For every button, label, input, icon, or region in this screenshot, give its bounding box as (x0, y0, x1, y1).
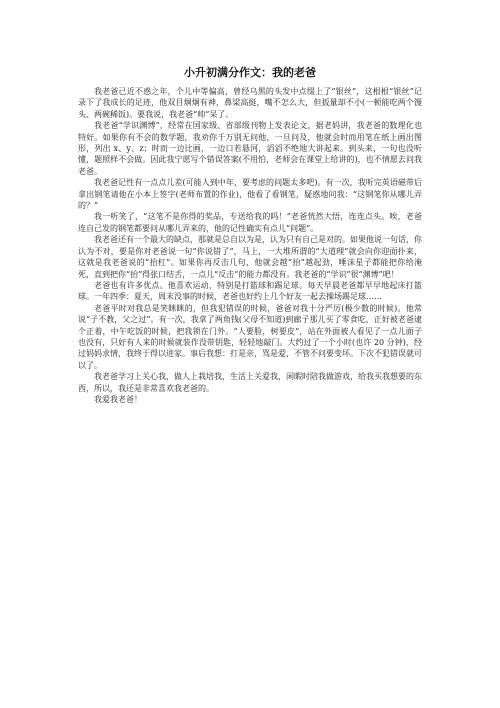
paragraph: 我老爸学习上关心我，做人上栽培我，生活上关爱我，闲暇时陪我做游戏，给我买我想要的东西，所以，我还是非常喜欢我老爸的。 (78, 372, 422, 393)
paragraph: 我一听笑了，“这笔不是你得的奖品，专送给我的吗！”老爸恍然大悟，连连点头。唉，老爸连自己发的钢笔都要问从哪儿弄来的，他的记性确实有点儿“问题”。 (78, 212, 422, 233)
document-title: 小升初满分作文：我的老爸 (184, 66, 316, 79)
paragraph: 老爸平时对我总是笑眯眯的，但我犯错误的时候，爸爸对我十分严厉(极少数的时候)。他常说“子不教，父之过”。有一次，我拿了两角钱(父母不知道)到廊子那儿买了零食吃，正好被老爸逮个正着，中午吃饭的时候，把我锁在门外。“人要脸，树要皮”，站在外面被人看见了一点儿面子也没有，只好有人来的时候就装作没带钥匙，轻轻地敲门。大约过了一个小时(也许 20 分钟)，经过妈妈求情，我终于得以进家。事后我想：打是亲，骂是爱，不管不问要变坏。下次不犯错误就可以了。 (78, 303, 422, 370)
paragraph: 我老爸记性有一点点儿差(可能人到中年，要考虑的问题太多吧)。有一次，我听完英语磁带后拿出钢笔请他在小本上签字(老师布置的作业)，他看了看钢笔，疑惑地问我：“这钢笔你从哪儿弄的？” (78, 178, 422, 211)
paragraph: 我老爸已近不惑之年，个儿中等偏高，曾经乌黑的头发中点缀上了“银丝”，这根根“银丝”记录下了我成长的足迹，他双目炯炯有神，鼻梁高挺，嘴不怎么大，但扳量却不小(一顿能吃两个馒头、两碗稀饭)。要我说，我老爸“帅”呆了。 (78, 87, 422, 119)
paragraph: 我爱我老爸！ (94, 394, 142, 404)
paragraph: 我老爸还有一个最大的缺点，那就是总自以为是，认为只有自己是对的。如果他说一句话，你认为不对，要是你对老爸说一句“你说错了”，马上，一大堆所谓的“大道理”就会向你迎面扑来，这就是我老爸说的“抬杠”。如果你再反击几句，他就会越“抬”越起劲，唾沫星子都能把你给淹死，直到把你“抬”得张口结舌，一点儿“反击”的能力都没有。我老爸的“学识”很“渊博”吧！ (78, 235, 422, 279)
document-body (78, 86, 422, 405)
paragraph: 老爸也有许多优点。他喜欢运动，特别是打篮球和踢足球。每天早晨老爸都早早地起床打篮球。一年四季：夏天，周末没事的时候，老爸也好约上几个好友一起去操场踢足球…… (78, 280, 422, 302)
paragraph: 我老爸“学识渊博”，经常在国家级、省部级刊物上发表论文，据老妈讲，我老爸的数理化也特好。如果你有不会的数学题，我劝你千万别无问他，一旦问及，他就会时而用笔在纸上画出图形，列出 x、y、z；时而一边比画，一边口若悬河，滔滔不绝地大讲起来。到头来，一句也没听懂，题照样不会做。因此我宁愿写个错误答案(不用怕，老师会在课堂上给讲的)，也不情愿去问我老爸。 (78, 121, 422, 176)
